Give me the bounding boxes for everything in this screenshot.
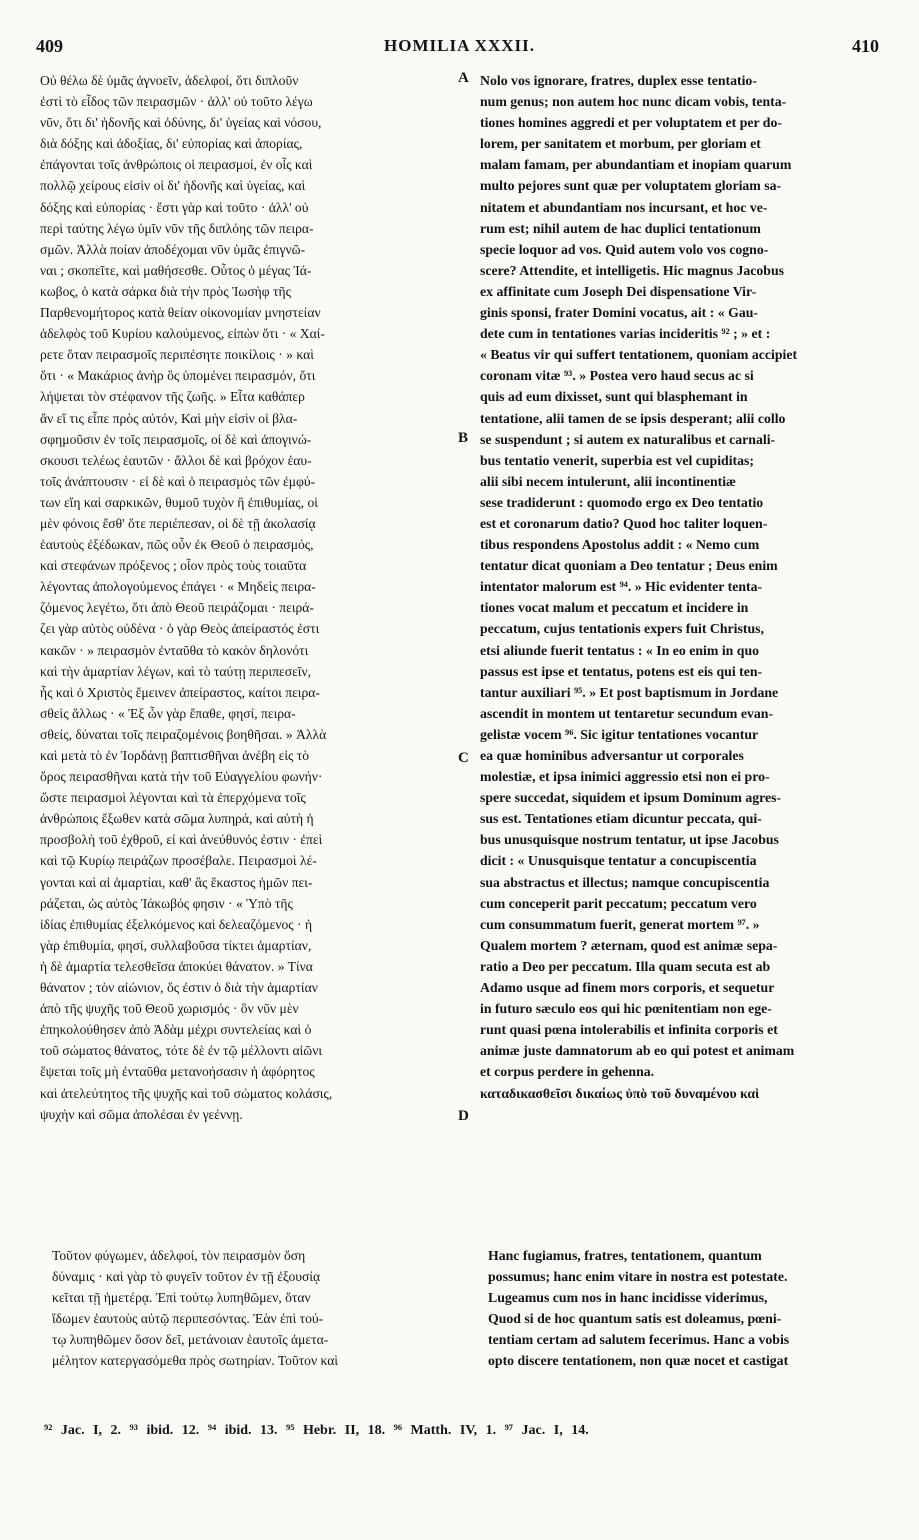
text-line: Παρθενομήτορος κατὰ θείαν οἰκονομίαν μνηστείαν — [40, 305, 321, 321]
text-line: tantur auxiliari ⁹⁵. » Et post baptismum in Jordane — [480, 684, 779, 700]
text-line: dicit : « Unusquisque tentatur a concupiscentia — [480, 853, 757, 869]
text-line: tiones homines aggredi et per voluptatem et per do- — [480, 115, 782, 131]
footnotes: ⁹² Jac. I, 2. ⁹³ ibid. 12. ⁹⁴ ibid. 13. ⁹⁵ Hebr. II, 18. ⁹⁶ Matth. IV, 1. ⁹⁷ Jac. I, 14. — [44, 1423, 589, 1438]
text-line: animæ juste damnatorum ab eo qui potest et animam — [480, 1043, 795, 1059]
text-line: ἕψεται τοῖς μὴ ἐνταῦθα μετανοήσασιν ἡ ἀφόρητος — [40, 1064, 315, 1080]
text-line: spere succedat, siquidem et ipsum Dominum agres- — [480, 790, 782, 806]
text-line: malam famam, per abundantiam et inopiam quarum — [480, 157, 792, 173]
text-line: ζόμενος λεγέτω, ὅτι ἀπὸ Θεοῦ πειράζομαι · πειρά- — [40, 600, 314, 616]
text-line: lorem, per sanitatem et morbum, per gloriam et — [480, 136, 761, 152]
text-line: ἐστὶ τὸ εἶδος τῶν πειρασμῶν · ἀλλ' οὐ τοῦτο λέγω — [40, 94, 313, 110]
text-line: gelistæ vocem ⁹⁶. Sic igitur tentationes vocantur — [480, 726, 759, 742]
text-line: ψυχὴν καὶ σῶμα ἀπολέσαι ἐν γεέννῃ. — [40, 1106, 243, 1122]
text-line: Qualem mortem ? æternam, quod est animæ sepa- — [480, 937, 778, 953]
text-line: ea quæ hominibus adversantur ut corporales — [480, 748, 744, 763]
text-line: dete cum in tentationes varias incideritis ⁹² ; » et : — [480, 326, 771, 342]
text-line: tentiam certam ad salutem fecerimus. Hanc a vobis — [488, 1332, 790, 1348]
text-line: cum consummatum fuerit, generat mortem ⁹⁷. » — [480, 916, 760, 932]
text-line: ζει γὰρ αὐτὸς οὐδένα · ὁ γὰρ Θεὸς ἀπείραστός ἐστι — [40, 621, 320, 637]
page-title: HOMILIA XXXII. — [384, 36, 535, 55]
text-line: μὲν φόνοις ἔσθ' ὅτε περιέπεσαν, οἱ δὲ τῇ ἀκολασίᾳ — [40, 515, 316, 531]
text-line: scere? Attendite, et intelligetis. Hic magnus Jacobus — [480, 262, 785, 278]
text-line: δόξης καὶ εὐπορίας · ἔστι γὰρ καὶ τοῦτο · ἀλλ' οὐ — [40, 199, 309, 215]
text-line: passus est ipse et tentatus, potens est eis qui ten- — [480, 663, 763, 679]
text-line: ἑαυτοὺς ἐξέδωκαν, πῶς οὖν ἐκ Θεοῦ ὁ πειρασμός, — [40, 537, 314, 553]
text-line: σφημοῦσιν ἐν τοῖς πειρασμοῖς, οἱ δὲ καὶ ἀπογινώ- — [40, 431, 312, 447]
text-line: bus tentatio venerit, superbia est vel cupiditas; — [480, 452, 755, 468]
text-line: περὶ ταύτης λέγω ὑμῖν νῦν τῆς διπλόης τῶν πειρα- — [40, 220, 314, 236]
text-line: specie loquor ad vos. Quid autem volo vos cogno- — [480, 241, 769, 257]
section-marker-d: D — [458, 1108, 469, 1124]
latin-column — [480, 70, 880, 1104]
text-line: καὶ τῷ Κυρίῳ πειράζων προσέβαλε. Πειρασμοὶ λέ- — [40, 853, 317, 869]
text-line: προσβολὴ τοῦ ἐχθροῦ, εἰ καὶ ἀνεύθυνός ἐστιν · ἐπεὶ — [40, 832, 323, 848]
text-line: καὶ μετὰ τὸ ἐν Ἰορδάνῃ βαπτισθῆναι ἀνέβη εἰς τὸ — [40, 748, 310, 763]
text-line: peccatum, cujus tentationis expers fuit Christus, — [480, 621, 764, 637]
text-line: ἀνθρώποις ἔξωθεν κατὰ σῶμα λυπηρά, καὶ αὐτὴ ἡ — [40, 811, 314, 827]
text-line: et corpus perdere in gehenna. — [480, 1064, 655, 1080]
text-line: Οὐ θέλω δὲ ὑμᾶς ἀγνοεῖν, ἀδελφοί, ὅτι διπλοῦν — [40, 73, 299, 88]
text-line: τοῖς ἀνάπτουσιν · εἰ δὲ καὶ ὁ πειρασμὸς τῶν ἐμφύ- — [40, 473, 316, 489]
page-number-left: 409 — [36, 36, 63, 56]
text-line: κακῶν · » πειρασμὸν ἐνταῦθα τὸ κακὸν δηλονότι — [40, 642, 309, 658]
text-line: ράζεται, ὡς αὐτὸς Ἰάκωβός φησιν · « Ὑπὸ τῆς — [40, 895, 293, 911]
text-line: cum conceperit parit peccatum; peccatum vero — [480, 895, 757, 911]
text-line: etsi aliunde fuerit tentatus : « In eo enim in quo — [480, 642, 760, 658]
text-line: intentator malorum est ⁹⁴. » Hic evidenter tenta- — [480, 579, 763, 595]
text-line: τῳ λυπηθῶμεν ὅσον δεῖ, μετάνοιαν ἑαυτοῖς ἀμετα- — [52, 1332, 329, 1348]
text-line: τοῦ σώματος θάνατος, τότε δὲ ἐν τῷ μέλλοντι αἰῶνι — [40, 1043, 323, 1059]
text-line: Hanc fugiamus, fratres, tentationem, quantum — [488, 1248, 762, 1263]
text-line: σθείς, δύναται τοῖς πειραζομένοις βοηθῆσαι. » Ἀλλὰ — [40, 726, 327, 742]
section-marker-a: A — [458, 70, 469, 86]
text-line: δύναμις · καὶ γὰρ τὸ φυγεῖν τοῦτον ἐν τῇ ἐξουσίᾳ — [52, 1269, 321, 1285]
text-line: ex affinitate cum Joseph Dei dispensatione Vir- — [480, 283, 757, 299]
text-line: μέλητον κατεργασόμεθα πρὸς σωτηρίαν. Τοῦτον καὶ — [52, 1353, 339, 1369]
text-line: « Beatus vir qui suffert tentationem, quoniam accipiet — [480, 347, 798, 363]
text-line: καὶ στεφάνων πρόξενος ; οἷον πρὸς τοὺς τοιαῦτα — [40, 558, 307, 574]
text-line: tiones vocat malum et peccatum et incidere in — [480, 600, 749, 616]
page-number-right: 410 — [852, 36, 879, 56]
text-line: ἧς καὶ ὁ Χριστὸς ἔμεινεν ἀπείραστος, καίτοι πειρα- — [40, 684, 320, 700]
text-line: κωβος, ὁ κατὰ σάρκα διὰ τὴν πρὸς Ἰωσὴφ τῆς — [40, 283, 291, 299]
text-line: bus unusquisque nostrum tentatur, ut ipse Jacobus — [480, 832, 779, 848]
text-line: rum est; nihil autem de hac duplici tentationum — [480, 220, 761, 236]
text-line: νῦν, ὅτι δι' ἡδονῆς καὶ ὀδύνης, δι' ὑγείας καὶ νόσου, — [40, 115, 322, 131]
text-line: ρετε ὅταν πειρασμοῖς περιπέσητε ποικίλοις · » καὶ — [40, 347, 314, 363]
text-line: λήψεται τὸν στέφανον τῆς ζωῆς. » Εἶτα καθάπερ — [40, 389, 305, 405]
text-line: διὰ δόξης καὶ ἀδοξίας, δι' εὐπορίας καὶ ἀπορίας, — [40, 136, 303, 152]
text-line: nitatem et abundantiam nos incursant, et hoc ve- — [480, 199, 768, 215]
text-line: ἰδίας ἐπιθυμίας ἐξελκόμενος καὶ δελεαζόμενος · ἡ — [40, 916, 313, 932]
text-line: Nolo vos ignorare, fratres, duplex esse tentatio- — [480, 73, 757, 88]
text-line: Lugeamus cum nos in hanc incidisse viderimus, — [488, 1290, 768, 1306]
text-line: molestiæ, et ipsa inimici aggressio etsi non ei pro- — [480, 769, 770, 785]
text-line: ἀπὸ τῆς ψυχῆς τοῦ Θεοῦ χωρισμός · ὃν νῦν μὲν — [40, 1001, 299, 1017]
text-line: opto discere tentationem, non quæ nocet et castigat — [488, 1353, 789, 1369]
section-marker-c: C — [458, 750, 469, 766]
text-line: ἡ δὲ ἁμαρτία τελεσθεῖσα ἀποκύει θάνατον. » Τίνα — [40, 958, 313, 974]
latin-paragraph-2 — [488, 1245, 880, 1372]
text-line: ginis sponsi, frater Domini vocatus, ait : « Gau- — [480, 305, 758, 321]
text-line: sese tradiderunt : quomodo ergo ex Deo tentatio — [480, 494, 764, 510]
text-line: σκουσι τελέως ἑαυτῶν · ἄλλοι δὲ καὶ βρόχον ἑαυ- — [40, 452, 312, 468]
text-line: possumus; hanc enim vitare in nostra est potestate. — [488, 1269, 788, 1285]
text-line: ἐπηκολούθησεν ἀπὸ Ἀδὰμ μέχρι συντελείας καὶ ὁ — [40, 1022, 312, 1038]
text-line: ratio a Deo per peccatum. Illa quam secuta est ab — [480, 958, 771, 974]
text-line: καὶ τὴν ἁμαρτίαν λέγων, καὶ τὸ ταύτῃ περιπεσεῖν, — [40, 663, 311, 679]
text-line: σμῶν. Ἀλλὰ ποίαν ἀποδέχομαι νῦν ὑμᾶς ἐπιγνῶ- — [40, 241, 306, 257]
text-line: alii sibi necem intulerunt, alii incontinentiæ — [480, 473, 737, 489]
section-marker-b: B — [458, 430, 469, 446]
text-line: ἐπάγονται τοῖς ἀνθρώποις οἱ πειρασμοί, ἐν οἷς καὶ — [40, 157, 313, 173]
greek-paragraph-2 — [52, 1245, 470, 1372]
text-line: in futuro sæculo eos qui hic pœnitentiam non ege- — [480, 1001, 772, 1017]
text-line: sua abstractus et illectus; namque concupiscentia — [480, 874, 770, 890]
text-line: multo pejores sunt quæ per voluptatem gloriam sa- — [480, 178, 782, 194]
text-line: tibus respondens Apostolus addit : « Nemo cum — [480, 537, 760, 553]
text-line: num genus; non autem hoc nunc dicam vobis, tenta- — [480, 94, 787, 110]
text-line: quis ad eum dixisset, sunt qui blasphemant in — [480, 389, 748, 405]
text-line: coronam vitæ ⁹³. » Postea vero haud secus ac si — [480, 368, 754, 384]
text-line: ascendit in montem ut tentaretur secundum evan- — [480, 705, 774, 721]
text-line: sus est. Tentationes etiam dicuntur peccata, qui- — [480, 811, 762, 827]
text-line: καὶ ἀτελεύτητος τῆς ψυχῆς καὶ τοῦ σώματος κολάσις, — [40, 1085, 333, 1101]
text-line: Adamo usque ad finem mors corporis, et sequetur — [480, 980, 775, 996]
text-line: πολλῷ χείρους εἰσὶν οἱ δι' ἡδονῆς καὶ ὑγείας, καὶ — [40, 178, 306, 194]
greek-column — [40, 70, 470, 1125]
text-line: γονται καὶ αἱ ἁμαρτίαι, καθ' ἃς ἕκαστος ἡμῶν πει- — [40, 874, 313, 890]
text-line: ἴδωμεν ἑαυτοὺς αὐτῷ περιπεσόντας. Ἐὰν ἐπὶ τού- — [52, 1311, 324, 1327]
text-line: tentatur dicat quoniam a Deo tentatur ; Deus enim — [480, 558, 778, 574]
text-line: runt quasi pœna intolerabilis et infinita corporis et — [480, 1022, 778, 1038]
text-line: γὰρ ἐπιθυμία, φησί, συλλαβοῦσα τίκτει ἁμαρτίαν, — [40, 937, 312, 953]
text-line: Τοῦτον φύγωμεν, ἀδελφοί, τὸν πειρασμὸν ὅση — [52, 1248, 306, 1263]
text-line: Quod si de hoc quantum satis est doleamus, pœni- — [488, 1311, 782, 1327]
text-line: λέγοντας ἀπολογούμενος ἐπάγει · « Μηδεὶς πειρα- — [40, 579, 316, 595]
text-line: κεῖται τῇ ἡμετέρᾳ. Ἐπὶ τούτῳ λυπηθῶμεν, ὅταν — [52, 1290, 311, 1306]
text-line: θάνατον ; τὸν αἰώνιον, ὅς ἐστιν ὁ διὰ τὴν ἁμαρτίαν — [40, 980, 318, 996]
text-line: est et coronarum datio? Quod hoc taliter loquen- — [480, 515, 768, 531]
text-line: ὅτι · « Μακάριος ἀνὴρ ὃς ὑπομένει πειρασμόν, ὅτι — [40, 368, 316, 384]
text-line: ὄρος πειρασθῆναι κατὰ τὴν τοῦ Εὐαγγελίου φωνήν· — [40, 769, 323, 785]
text-line: ἀδελφὸς τοῦ Κυρίου καλούμενος, εἰπὼν ὅτι · « Χαί- — [40, 326, 325, 342]
text-line: tentatione, alii tamen de se ipsis desperant; alii collo — [480, 410, 786, 426]
text-line: ὥστε πειρασμοὶ λέγονται καὶ τὰ ἐπερχόμενα τοῖς — [40, 790, 306, 806]
text-line: ἄν εἴ τις εἶπε πρὸς αὐτόν, Καὶ μὴν εἰσὶν οἱ βλα- — [40, 410, 298, 426]
text-line: των εἴη καὶ σαρκικῶν, θυμοῦ τυχὸν ἢ ἐπιθυμίας, οἱ — [40, 494, 318, 510]
text-line: se suspendunt ; si autem ex naturalibus et carnali- — [480, 431, 776, 447]
text-line: σθεὶς ἄλλως · « Ἐξ ὧν γὰρ ἔπαθε, φησί, πειρα- — [40, 705, 296, 721]
text-line: καταδικασθεῖσι δικαίως ὑπὸ τοῦ δυναμένου καὶ — [480, 1085, 760, 1101]
text-line: ναι ; σκοπεῖτε, καὶ μαθήσεσθε. Οὗτος ὁ μέγας Ἰά- — [40, 262, 312, 278]
